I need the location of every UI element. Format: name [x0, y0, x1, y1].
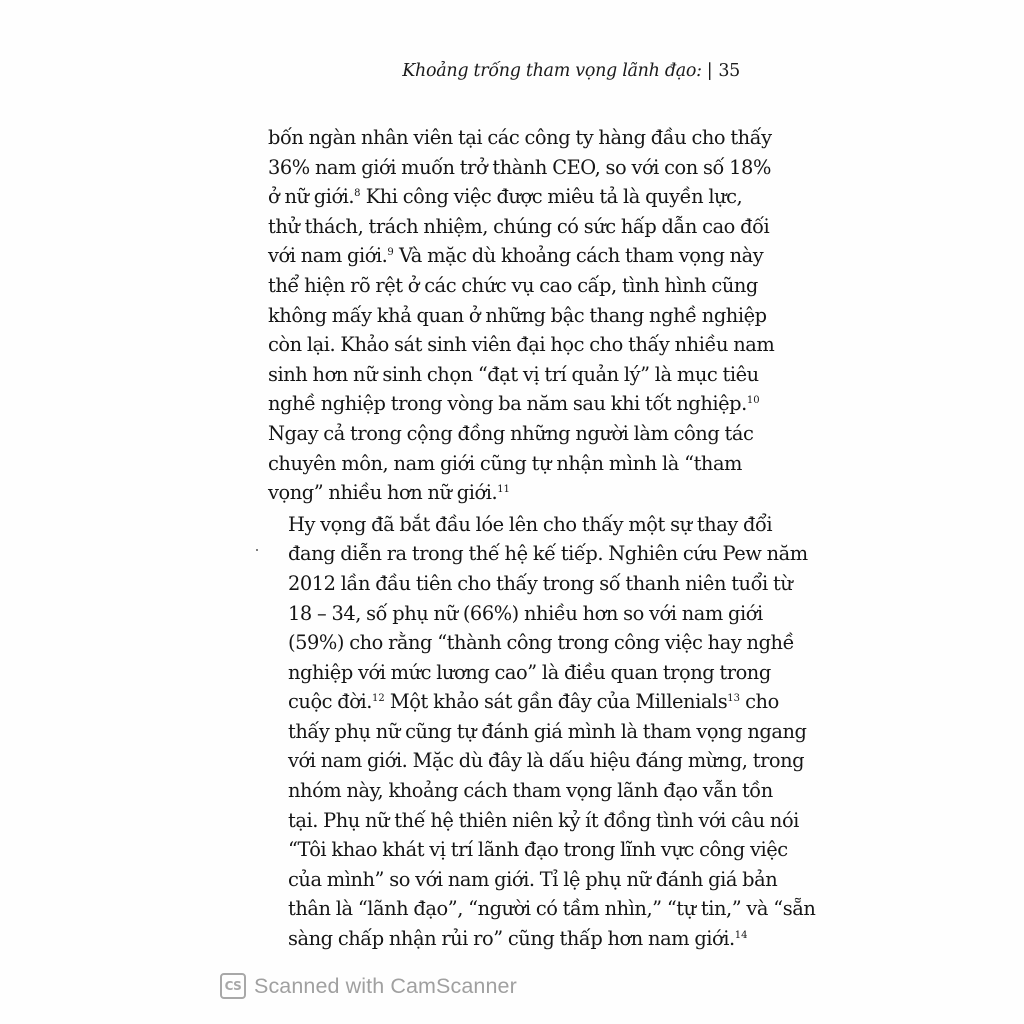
text-run: cuộc đời. [288, 690, 372, 714]
text-line: Hy vọng đã bắt đầu lóe lên cho thấy một sự thay đổi [288, 512, 773, 536]
text-line [268, 389, 760, 419]
text-line: nhóm này, khoảng cách tham vọng lãnh đạo vẫn tồn [288, 779, 773, 803]
text-line: còn lại. Khảo sát sinh viên đại học cho thấy nhiều nam [268, 333, 775, 357]
text-line: 36% nam giới muốn trở thành CEO, so với con số 18% [268, 155, 771, 179]
scan-speck [256, 549, 258, 551]
text-line: nghiệp với mức lương cao” là điều quan trọng trong [288, 660, 771, 684]
text-run: cho [739, 690, 779, 714]
text-line [268, 241, 764, 271]
text-line: thử thách, trách nhiệm, chúng có sức hấp dẫn cao đối [268, 214, 770, 238]
text-line: 18 – 34, số phụ nữ (66%) nhiều hơn so với nam giới [288, 601, 763, 625]
footnote-ref: 8 [354, 188, 361, 200]
footnote-ref: 10 [746, 395, 760, 407]
paragraph-1 [268, 123, 775, 508]
paragraph-2 [268, 510, 816, 954]
text-line: sinh hơn nữ sinh chọn “đạt vị trí quản lý” là mục tiêu [268, 362, 759, 386]
text-run: với nam giới. [268, 244, 388, 268]
text-line: 2012 lần đầu tiên cho thấy trong số thanh niên tuổi từ [288, 571, 793, 595]
page-number: 35 [718, 61, 740, 81]
text-line: tại. Phụ nữ thế hệ thiên niên kỷ ít đồng tình với câu nói [288, 808, 799, 832]
text-run: Khi công việc được miêu tả là quyền lực, [360, 185, 743, 209]
text-line: đang diễn ra trong thế hệ kế tiếp. Nghiên cứu Pew năm [288, 542, 808, 566]
footnote-ref: 14 [734, 930, 748, 942]
text-run: sàng chấp nhận rủi ro” cũng thấp hơn nam giới. [288, 927, 735, 951]
text-line: với nam giới. Mặc dù đây là dấu hiệu đáng mừng, trong [288, 749, 805, 773]
text-line: không mấy khả quan ở những bậc thang nghề nghiệp [268, 303, 767, 327]
body-text [268, 123, 816, 954]
camscanner-logo-text: CS [224, 979, 242, 993]
footnote-ref: 9 [387, 247, 394, 259]
text-line: chuyên môn, nam giới cũng tự nhận mình là “tham [268, 451, 742, 475]
header-separator: | [706, 61, 713, 81]
camscanner-watermark [220, 973, 517, 999]
text-line: thân là “lãnh đạo”, “người có tầm nhìn,” “tự tin,” và “sẵn [288, 897, 816, 921]
text-line: bốn ngàn nhân viên tại các công ty hàng đầu cho thấy [268, 126, 772, 149]
text-line: Ngay cả trong cộng đồng những người làm công tác [268, 421, 754, 445]
text-run: ở nữ giới. [268, 185, 355, 209]
text-line [268, 687, 779, 717]
text-run: Và mặc dù khoảng cách tham vọng này [393, 244, 764, 268]
text-run: Một khảo sát gần đây của Millenials [384, 690, 728, 714]
watermark-text: Scanned with CamScanner [254, 973, 517, 998]
text-run: nghề nghiệp trong vòng ba năm sau khi tốt nghiệp. [268, 392, 747, 416]
text-line: (59%) cho rằng “thành công trong công việc hay nghề [288, 631, 795, 655]
text-line [268, 924, 748, 954]
footnote-ref: 13 [727, 693, 740, 705]
text-line: “Tôi khao khát vị trí lãnh đạo trong lĩnh vực công việc [288, 838, 788, 862]
footnote-ref: 12 [371, 693, 385, 705]
camscanner-logo-icon [220, 973, 246, 999]
text-line [268, 478, 742, 508]
running-header [402, 61, 740, 81]
text-line [268, 182, 742, 212]
text-line: của mình” so với nam giới. Tỉ lệ phụ nữ đánh giá bản [288, 867, 778, 891]
footnote-ref: 11 [497, 484, 510, 496]
text-line: thể hiện rõ rệt ở các chức vụ cao cấp, tình hình cũng [268, 273, 758, 297]
chapter-title: Khoảng trống tham vọng lãnh đạo: [402, 61, 702, 81]
text-run: vọng” nhiều hơn nữ giới. [268, 481, 498, 505]
text-line: thấy phụ nữ cũng tự đánh giá mình là tham vọng ngang [288, 719, 807, 743]
